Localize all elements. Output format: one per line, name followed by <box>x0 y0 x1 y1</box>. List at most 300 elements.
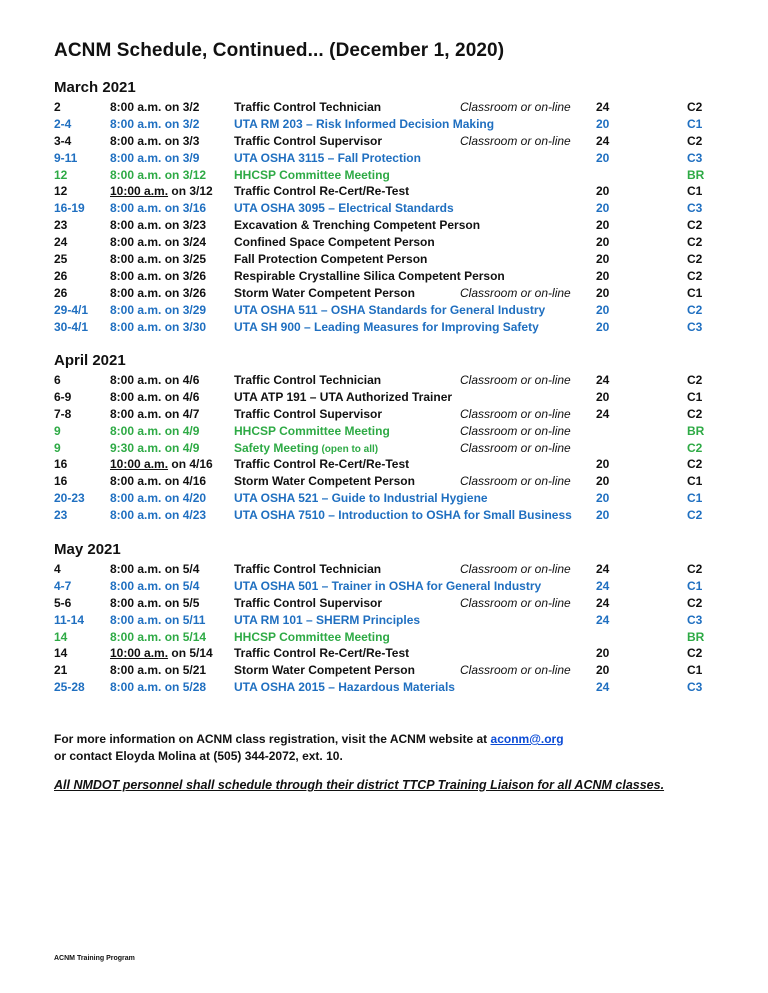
contact-hours: 24 <box>596 406 610 421</box>
start-date-suffix: on 3/26 <box>161 285 207 300</box>
schedule-row <box>0 595 768 612</box>
class-date: 26 <box>54 268 68 283</box>
start-time-value: 10:00 a.m. <box>110 457 169 472</box>
class-start-time <box>110 490 206 507</box>
class-date: 2 <box>54 100 61 114</box>
class-code: C2 <box>687 218 703 233</box>
contact-hours: 20 <box>596 302 610 317</box>
course-title <box>234 490 488 507</box>
schedule-row <box>0 662 768 679</box>
start-date-suffix: on 4/9 <box>161 423 200 438</box>
contact-hours: 20 <box>596 150 610 165</box>
class-start-time <box>110 389 199 406</box>
contact-hours: 24 <box>596 133 610 148</box>
contact-hours: 24 <box>596 578 610 593</box>
class-date: 25-28 <box>54 680 85 695</box>
class-date: 12 <box>54 184 68 199</box>
course-title <box>234 167 390 184</box>
start-date-suffix: on 5/4 <box>161 578 200 593</box>
course-title <box>234 679 455 696</box>
start-time-value: 8:00 a.m. <box>110 100 162 114</box>
registration-info-text: For more information on ACNM class registration, visit the ACNM website at <box>54 732 491 746</box>
page-footer: ACNM Training Program <box>54 955 135 962</box>
start-time-value: 8:00 a.m. <box>110 235 162 250</box>
course-title <box>234 645 409 662</box>
schedule-row <box>0 200 768 217</box>
delivery-mode: Classroom or on-line <box>460 474 571 489</box>
course-name: Excavation & Trenching Competent Person <box>234 218 481 233</box>
contact-hours: 20 <box>596 389 610 404</box>
contact-hours: 20 <box>596 646 610 661</box>
course-name: Traffic Control Supervisor <box>234 406 383 421</box>
course-name: HHCSP Committee Meeting <box>234 629 390 644</box>
course-title <box>234 302 545 319</box>
contact-hours: 20 <box>596 319 610 334</box>
class-start-time <box>110 234 206 251</box>
schedule-row <box>0 372 768 389</box>
course-name: Safety Meeting <box>234 440 319 455</box>
course-name: Traffic Control Re-Cert/Re-Test <box>234 646 410 661</box>
class-code: C1 <box>687 116 703 131</box>
course-title <box>234 116 494 133</box>
start-time-value: 8:00 a.m. <box>110 474 162 489</box>
class-start-time <box>110 167 206 184</box>
course-title <box>234 372 381 389</box>
class-code: C2 <box>687 646 703 661</box>
delivery-mode: Classroom or on-line <box>460 440 571 455</box>
start-date-suffix: on 5/21 <box>161 663 207 678</box>
schedule-row <box>0 612 768 629</box>
schedule-row <box>0 389 768 406</box>
class-date: 6-9 <box>54 389 72 404</box>
start-date-suffix: on 3/3 <box>161 133 200 148</box>
class-code: BR <box>687 167 705 182</box>
start-time-value: 8:00 a.m. <box>110 302 162 317</box>
class-start-time <box>110 406 199 423</box>
class-date: 21 <box>54 663 68 678</box>
class-date: 23 <box>54 508 68 523</box>
class-start-time <box>110 217 206 234</box>
start-date-suffix: on 3/12 <box>161 167 207 182</box>
schedule-row <box>0 319 768 336</box>
contact-hours: 20 <box>596 252 610 267</box>
class-start-time <box>110 319 206 336</box>
course-title <box>234 662 415 679</box>
start-time-value: 8:00 a.m. <box>110 680 162 695</box>
start-date-suffix: on 4/9 <box>161 440 200 455</box>
course-title <box>234 456 409 473</box>
class-start-time <box>110 183 213 200</box>
start-time-value: 8:00 a.m. <box>110 285 162 300</box>
class-code: C1 <box>687 474 703 489</box>
class-code: C2 <box>687 100 703 114</box>
course-name: Traffic Control Technician <box>234 373 382 387</box>
class-code: C1 <box>687 578 703 593</box>
delivery-mode: Classroom or on-line <box>460 100 571 114</box>
schedule-row <box>0 234 768 251</box>
class-code: C1 <box>687 389 703 404</box>
course-title <box>234 234 435 251</box>
class-date: 9-11 <box>54 150 78 165</box>
contact-hours: 20 <box>596 474 610 489</box>
course-name: HHCSP Committee Meeting <box>234 167 390 182</box>
class-code: BR <box>687 423 705 438</box>
class-date: 16 <box>54 457 68 472</box>
start-date-suffix: on 3/9 <box>161 150 200 165</box>
page-title: ACNM Schedule, Continued... (December 1, 2020) <box>54 40 505 61</box>
section-heading-april: April 2021 <box>54 352 126 369</box>
class-code: C3 <box>687 150 703 165</box>
schedule-row <box>0 629 768 646</box>
course-name: UTA OSHA 501 – Trainer in OSHA for General Industry <box>234 578 542 593</box>
start-time-value: 10:00 a.m. <box>110 646 169 661</box>
class-start-time <box>110 200 206 217</box>
course-name: HHCSP Committee Meeting <box>234 423 390 438</box>
schedule-row <box>0 406 768 423</box>
class-date: 3-4 <box>54 133 72 148</box>
class-start-time <box>110 561 199 578</box>
schedule-row <box>0 183 768 200</box>
contact-hours: 20 <box>596 235 610 250</box>
start-date-suffix: on 5/5 <box>161 595 200 610</box>
schedule-row <box>0 285 768 302</box>
course-name: UTA RM 101 – SHERM Principles <box>234 612 421 627</box>
contact-line: or contact Eloyda Molina at (505) 344-2072, ext. 10. <box>54 749 343 763</box>
start-date-suffix: on 4/16 <box>168 457 213 472</box>
course-title <box>234 251 427 268</box>
delivery-mode: Classroom or on-line <box>460 133 571 148</box>
class-date: 16 <box>54 474 68 489</box>
schedule-row <box>0 440 768 457</box>
class-start-time <box>110 372 199 389</box>
schedule-row <box>0 150 768 167</box>
start-date-suffix: on 4/16 <box>161 474 207 489</box>
start-date-suffix: on 5/28 <box>161 680 207 695</box>
schedule-row <box>0 116 768 133</box>
start-date-suffix: on 3/24 <box>161 235 207 250</box>
class-date: 26 <box>54 285 68 300</box>
start-date-suffix: on 3/26 <box>161 268 207 283</box>
schedule-list-may <box>0 561 768 696</box>
start-date-suffix: on 4/6 <box>161 389 200 404</box>
course-name: Traffic Control Technician <box>234 562 382 576</box>
schedule-row <box>0 561 768 578</box>
course-title <box>234 423 390 440</box>
start-time-value: 8:00 a.m. <box>110 423 162 438</box>
start-time-value: 10:00 a.m. <box>110 184 169 199</box>
start-time-value: 8:00 a.m. <box>110 508 162 523</box>
course-title <box>234 150 421 167</box>
delivery-mode: Classroom or on-line <box>460 423 571 438</box>
start-date-suffix: on 3/29 <box>161 302 207 317</box>
class-date: 23 <box>54 218 68 233</box>
schedule-row <box>0 167 768 184</box>
contact-hours: 20 <box>596 285 610 300</box>
course-title <box>234 183 409 200</box>
course-title <box>234 612 420 629</box>
start-time-value: 8:00 a.m. <box>110 612 162 627</box>
course-title <box>234 595 382 612</box>
class-date: 20-23 <box>54 491 85 506</box>
start-time-value: 8:00 a.m. <box>110 252 162 267</box>
class-code: C3 <box>687 680 703 695</box>
class-start-time <box>110 612 205 629</box>
class-code: C2 <box>687 235 703 250</box>
class-date: 14 <box>54 629 68 644</box>
contact-hours: 20 <box>596 508 610 523</box>
class-date: 24 <box>54 235 68 250</box>
section-heading-may: May 2021 <box>54 541 121 558</box>
class-date: 7-8 <box>54 406 72 421</box>
start-time-value: 8:00 a.m. <box>110 150 162 165</box>
course-title <box>234 473 415 490</box>
course-name: UTA OSHA 511 – OSHA Standards for General Industry <box>234 302 546 317</box>
schedule-row <box>0 99 768 116</box>
start-date-suffix: on 3/2 <box>161 116 200 131</box>
start-date-suffix: on 5/11 <box>161 612 206 627</box>
course-name: UTA OSHA 3115 – Fall Protection <box>234 150 421 165</box>
class-date: 16-19 <box>54 201 85 216</box>
class-code: C1 <box>687 491 703 506</box>
class-code: C2 <box>687 268 703 283</box>
class-start-time <box>110 473 206 490</box>
class-date: 5-6 <box>54 595 72 610</box>
class-start-time <box>110 150 199 167</box>
contact-hours: 20 <box>596 184 610 199</box>
start-date-suffix: on 3/2 <box>161 100 200 114</box>
class-code: C3 <box>687 612 703 627</box>
course-title <box>234 217 480 234</box>
class-start-time <box>110 99 199 116</box>
contact-hours: 20 <box>596 218 610 233</box>
contact-hours: 20 <box>596 201 610 216</box>
class-date: 4 <box>54 562 61 576</box>
delivery-mode: Classroom or on-line <box>460 285 571 300</box>
course-name: Confined Space Competent Person <box>234 235 435 250</box>
schedule-row <box>0 679 768 696</box>
class-code: C2 <box>687 406 703 421</box>
course-title <box>234 200 454 217</box>
class-date: 25 <box>54 252 68 267</box>
class-start-time <box>110 285 206 302</box>
class-code: C3 <box>687 201 703 216</box>
start-date-suffix: on 4/7 <box>161 406 200 421</box>
course-name: UTA OSHA 521 – Guide to Industrial Hygiene <box>234 491 488 506</box>
delivery-mode: Classroom or on-line <box>460 406 571 421</box>
schedule-row <box>0 507 768 524</box>
course-name: Traffic Control Re-Cert/Re-Test <box>234 457 410 472</box>
delivery-mode: Classroom or on-line <box>460 562 571 576</box>
course-title <box>234 319 539 336</box>
schedule-row <box>0 302 768 319</box>
schedule-row <box>0 251 768 268</box>
course-name: Storm Water Competent Person <box>234 474 415 489</box>
course-name: Respirable Crystalline Silica Competent Person <box>234 268 505 283</box>
class-date: 4-7 <box>54 578 72 593</box>
start-time-value: 8:00 a.m. <box>110 629 162 644</box>
class-date: 12 <box>54 167 68 182</box>
class-code: C1 <box>687 184 703 199</box>
class-start-time <box>110 423 199 440</box>
class-code: C3 <box>687 319 703 334</box>
start-date-suffix: on 3/25 <box>161 252 207 267</box>
course-title <box>234 99 381 116</box>
start-time-value: 8:00 a.m. <box>110 491 162 506</box>
class-start-time <box>110 679 206 696</box>
class-start-time <box>110 662 206 679</box>
class-date: 9 <box>54 423 61 438</box>
contact-hours: 20 <box>596 663 610 678</box>
schedule-list-march <box>0 99 768 335</box>
class-date: 9 <box>54 440 61 455</box>
class-code: C2 <box>687 440 703 455</box>
start-date-suffix: on 4/20 <box>161 491 207 506</box>
class-code: C1 <box>687 663 703 678</box>
class-date: 29-4/1 <box>54 302 89 317</box>
class-start-time <box>110 645 213 662</box>
start-date-suffix: on 5/4 <box>161 562 200 576</box>
contact-hours: 20 <box>596 457 610 472</box>
start-time-value: 8:00 a.m. <box>110 389 162 404</box>
start-date-suffix: on 4/6 <box>161 373 200 387</box>
course-name: Storm Water Competent Person <box>234 285 415 300</box>
schedule-row <box>0 456 768 473</box>
schedule-row <box>0 217 768 234</box>
course-name: UTA OSHA 3095 – Electrical Standards <box>234 201 454 216</box>
registration-info <box>54 731 564 765</box>
course-title <box>234 507 572 524</box>
section-heading-march: March 2021 <box>54 79 136 96</box>
start-time-value: 8:00 a.m. <box>110 218 162 233</box>
registration-info-line1 <box>54 731 564 748</box>
start-time-value: 8:00 a.m. <box>110 319 162 334</box>
class-date: 2-4 <box>54 116 72 131</box>
contact-hours: 24 <box>596 595 610 610</box>
start-time-value: 8:00 a.m. <box>110 268 162 283</box>
contact-hours: 24 <box>596 100 610 114</box>
start-time-value: 8:00 a.m. <box>110 116 162 131</box>
course-name: UTA RM 203 – Risk Informed Decision Making <box>234 116 495 131</box>
website-link[interactable]: aconm@.org <box>490 732 564 746</box>
contact-hours: 20 <box>596 491 610 506</box>
class-start-time <box>110 629 206 646</box>
schedule-row <box>0 645 768 662</box>
delivery-mode: Classroom or on-line <box>460 595 571 610</box>
class-date: 14 <box>54 646 68 661</box>
schedule-list-april <box>0 372 768 524</box>
class-start-time <box>110 507 206 524</box>
start-date-suffix: on 3/16 <box>161 201 207 216</box>
course-name: UTA ATP 191 – UTA Authorized Trainer <box>234 389 453 404</box>
course-name: UTA OSHA 7510 – Introduction to OSHA for Small Business <box>234 508 572 523</box>
class-code: C2 <box>687 373 703 387</box>
course-title <box>234 268 505 285</box>
nmdot-notice: All NMDOT personnel shall schedule through their district TTCP Training Liaison for all ACNM classes. <box>54 778 665 792</box>
course-title <box>234 578 541 595</box>
class-start-time <box>110 578 199 595</box>
course-name: Fall Protection Competent Person <box>234 252 428 267</box>
class-date: 30-4/1 <box>54 319 89 334</box>
class-code: C2 <box>687 302 703 317</box>
course-title <box>234 133 382 150</box>
class-code: C2 <box>687 595 703 610</box>
class-code: BR <box>687 629 705 644</box>
class-start-time <box>110 116 199 133</box>
schedule-row <box>0 578 768 595</box>
start-date-suffix: on 3/12 <box>168 184 213 199</box>
class-code: C2 <box>687 508 703 523</box>
contact-hours: 20 <box>596 268 610 283</box>
class-date: 6 <box>54 373 61 387</box>
start-time-value: 8:00 a.m. <box>110 663 162 678</box>
course-title <box>234 561 381 578</box>
class-start-time <box>110 133 199 150</box>
course-name: Traffic Control Re-Cert/Re-Test <box>234 184 410 199</box>
contact-hours: 20 <box>596 116 610 131</box>
contact-hours: 24 <box>596 562 610 576</box>
course-title <box>234 629 390 646</box>
course-name: UTA OSHA 2015 – Hazardous Materials <box>234 680 455 695</box>
schedule-row <box>0 490 768 507</box>
course-name: Traffic Control Supervisor <box>234 595 383 610</box>
course-title <box>234 406 382 423</box>
start-time-value: 8:00 a.m. <box>110 167 162 182</box>
start-time-value: 9:30 a.m. <box>110 440 162 455</box>
course-note: (open to all) <box>318 443 379 455</box>
start-date-suffix: on 5/14 <box>161 629 207 644</box>
class-code: C2 <box>687 457 703 472</box>
course-title <box>234 389 452 406</box>
start-date-suffix: on 5/14 <box>168 646 213 661</box>
delivery-mode: Classroom or on-line <box>460 373 571 387</box>
class-date: 11-14 <box>54 612 85 627</box>
start-date-suffix: on 3/30 <box>161 319 207 334</box>
contact-hours: 24 <box>596 373 610 387</box>
delivery-mode: Classroom or on-line <box>460 663 571 678</box>
class-start-time <box>110 595 199 612</box>
schedule-row <box>0 473 768 490</box>
schedule-row <box>0 423 768 440</box>
course-name: Storm Water Competent Person <box>234 663 415 678</box>
start-time-value: 8:00 a.m. <box>110 133 162 148</box>
course-name: UTA SH 900 – Leading Measures for Improving Safety <box>234 319 539 334</box>
course-title <box>234 285 415 302</box>
class-start-time <box>110 456 213 473</box>
contact-hours: 24 <box>596 680 610 695</box>
schedule-row <box>0 133 768 150</box>
start-time-value: 8:00 a.m. <box>110 562 162 576</box>
start-time-value: 8:00 a.m. <box>110 406 162 421</box>
class-start-time <box>110 251 206 268</box>
course-name: Traffic Control Supervisor <box>234 133 383 148</box>
schedule-row <box>0 268 768 285</box>
contact-hours: 24 <box>596 612 610 627</box>
class-start-time <box>110 268 206 285</box>
start-time-value: 8:00 a.m. <box>110 595 162 610</box>
start-time-value: 8:00 a.m. <box>110 373 162 387</box>
start-date-suffix: on 4/23 <box>161 508 207 523</box>
start-time-value: 8:00 a.m. <box>110 201 162 216</box>
course-name: Traffic Control Technician <box>234 100 382 114</box>
class-start-time <box>110 302 206 319</box>
class-code: C2 <box>687 562 703 576</box>
start-date-suffix: on 3/23 <box>161 218 207 233</box>
class-start-time <box>110 440 199 457</box>
class-code: C2 <box>687 252 703 267</box>
class-code: C2 <box>687 133 703 148</box>
start-time-value: 8:00 a.m. <box>110 578 162 593</box>
class-code: C1 <box>687 285 703 300</box>
